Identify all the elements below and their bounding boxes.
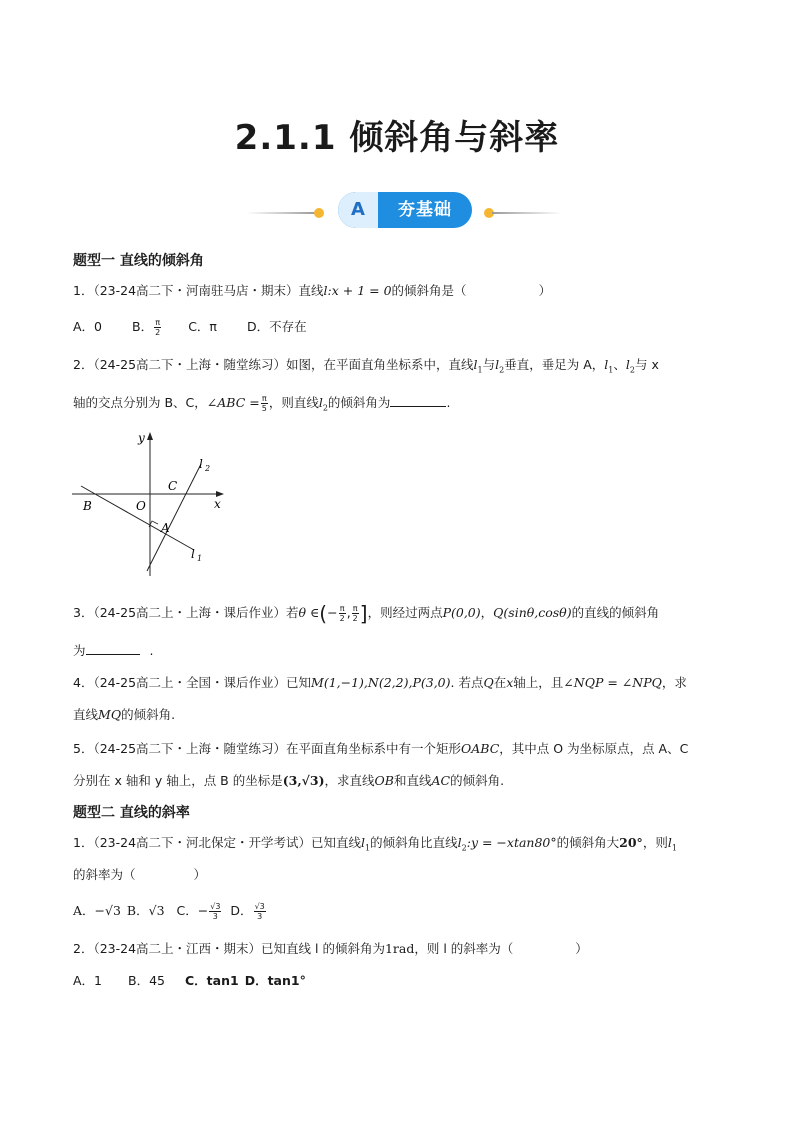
label-B: B xyxy=(83,499,92,513)
s2-q1-close: ） xyxy=(193,867,207,882)
s1-q4-mid3: 轴上，且 xyxy=(513,675,564,690)
s2-q1-l1b: l xyxy=(667,835,672,850)
s2-q1-opt-c: C．− xyxy=(176,903,209,918)
s1-q2-angle: ∠ABC = xyxy=(206,395,260,410)
s1-q5-end: ，其中点 O 为坐标原点，点 A、C xyxy=(499,741,689,756)
s1-q2-l2b: l xyxy=(625,357,630,372)
s1-q3-bracket-right: ] xyxy=(359,601,368,626)
label-O: O xyxy=(136,499,146,513)
s1-q5-and: 和直线 xyxy=(393,773,432,788)
s1-q2-l1b-sub: 1 xyxy=(608,365,614,375)
frac-den: 3 xyxy=(212,912,218,921)
frac-num: √3 xyxy=(254,902,265,911)
frac-num: π xyxy=(352,604,358,613)
s1-q1-opt-a: A．0 xyxy=(73,319,103,334)
s1-q5-coord: (3,√3) xyxy=(282,773,325,788)
s1-q3-frac1 xyxy=(339,604,346,623)
s1-q1-opt-c: C．π xyxy=(188,319,217,334)
s1-q3-mid: ，则经过两点 xyxy=(367,605,443,620)
line-l1 xyxy=(81,486,194,550)
s1-q5-line2 xyxy=(73,772,504,790)
s1-q5-line2-suffix: 的倾斜角. xyxy=(450,773,505,788)
s2-q2-suffix: ，则 l 的斜率为（ xyxy=(414,941,514,956)
s1-q2-line2 xyxy=(73,394,450,418)
coordinate-figure xyxy=(68,428,238,580)
label-C: C xyxy=(168,479,178,493)
s1-q3-period: . xyxy=(149,643,154,658)
s1-q4-Q: Q xyxy=(483,675,494,690)
frac-den: 5 xyxy=(261,404,267,413)
s1-q2-prefix: 2．（24-25高二下・上海・随堂练习）如图，在平面直角坐标系中，直线 xyxy=(73,357,474,372)
s1-q1-stem xyxy=(73,282,551,300)
s1-q1-math: l:x + 1 = 0 xyxy=(323,283,392,298)
s2-q1-line2-text: 的斜率为（ xyxy=(73,867,136,882)
s1-q3-prefix: 3．（24-25高二上・上海・课后作业）若 xyxy=(73,605,299,620)
s1-q3-line2 xyxy=(73,642,154,660)
s2-q1-l2: l xyxy=(457,835,462,850)
s1-q2-l2c: l xyxy=(318,395,323,410)
s1-q5-prefix: 5．（24-25高二下・上海・随堂练习）在平面直角坐标系中有一个矩形 xyxy=(73,741,462,756)
s1-q4-line2 xyxy=(73,706,175,724)
section2-heading: 题型二 直线的斜率 xyxy=(73,805,190,821)
s2-q1-options xyxy=(73,902,267,921)
s1-q1-opt-b-frac xyxy=(154,318,161,337)
s1-q4-line2-suffix: 的倾斜角. xyxy=(121,707,176,722)
s1-q4-mid: . 若点 xyxy=(450,675,484,690)
s1-q2-frac xyxy=(261,394,268,413)
s2-q1-opt-a: A．−√3 xyxy=(73,903,121,918)
s1-q3-comma: ， xyxy=(480,605,494,620)
s1-q5-line1 xyxy=(73,740,688,758)
s1-q4-line1 xyxy=(73,674,687,692)
s1-q2-end: 与 x xyxy=(634,357,659,372)
s2-q1-line1 xyxy=(73,834,677,858)
label-l2: l xyxy=(199,457,203,471)
s1-q5-OABC: OABC xyxy=(461,741,500,756)
label-l2-sub: 2 xyxy=(205,464,211,473)
frac-den: 2 xyxy=(339,614,345,623)
s2-q1-opt-b: B．√3 xyxy=(126,903,165,918)
s1-q4-line2-prefix: 直线 xyxy=(73,707,99,722)
label-l1-sub: 1 xyxy=(197,554,203,563)
s1-q5-AC: AC xyxy=(431,773,451,788)
s1-q2-l2-sub: 2 xyxy=(499,365,505,375)
s1-q3-theta: θ ∈ xyxy=(298,605,320,620)
s1-q5-line2-prefix: 分别在 x 轴和 y 轴上，点 B 的坐标是 xyxy=(73,773,283,788)
banner-line-right xyxy=(492,212,562,214)
s2-q2-stem xyxy=(73,940,588,958)
frac-den: 3 xyxy=(257,912,263,921)
label-y: y xyxy=(138,431,145,445)
banner-dot-left xyxy=(314,208,324,218)
label-A: A xyxy=(161,521,170,535)
s1-q2-l1-sub: 1 xyxy=(477,365,483,375)
s2-q1-line2 xyxy=(73,866,206,884)
s1-q4-x: x xyxy=(506,675,514,690)
s2-q2-opt-d: D．tan1° xyxy=(244,973,306,988)
label-l1: l xyxy=(191,547,195,561)
s1-q2-answer-blank[interactable] xyxy=(390,406,446,407)
s1-q2-line2-prefix: 轴的交点分别为 B、C， xyxy=(73,395,207,410)
s1-q4-points: M(1,−1),N(2,2),P(3,0) xyxy=(311,675,451,690)
banner-pill xyxy=(338,192,472,228)
section-banner xyxy=(0,192,794,232)
s1-q3-line2-text: 为 xyxy=(73,643,86,658)
page-title: 2.1.1 倾斜角与斜率 xyxy=(234,118,560,158)
s2-q1-l1b-sub: 1 xyxy=(671,843,677,853)
s1-q2-line2-end: 的倾斜角为 xyxy=(327,395,391,410)
s2-q1-end: ，则 xyxy=(642,835,668,850)
frac-den: 2 xyxy=(352,614,358,623)
y-axis-arrow xyxy=(147,432,153,440)
s1-q2-with: 与 xyxy=(482,357,496,372)
frac-den: 2 xyxy=(155,328,161,337)
s2-q2-opt-c: C．tan1 xyxy=(185,973,239,988)
banner-label: 夯基础 xyxy=(398,200,452,220)
banner-letter: A xyxy=(338,192,378,228)
s2-q2-rad: 1rad xyxy=(384,941,415,956)
s1-q2-period: . xyxy=(446,395,451,410)
s1-q1-opt-b: B． xyxy=(132,319,154,334)
s2-q1-eq: :y = −xtan80° xyxy=(466,835,557,850)
s2-q1-prefix: 1．（23-24高二下・河北保定・开学考试）已知直线 xyxy=(73,835,362,850)
s1-q5-line2-mid: ，求直线 xyxy=(324,773,375,788)
s2-q1-mid: 的倾斜角比直线 xyxy=(370,835,458,850)
s1-q2-l1: l xyxy=(473,357,478,372)
section1-heading: 题型一 直线的倾斜角 xyxy=(73,253,204,269)
banner-line-left xyxy=(246,212,316,214)
s1-q4-MQ: MQ xyxy=(98,707,122,722)
s2-q2-close: ） xyxy=(575,941,588,956)
s1-q3-line1: 3．（24-25高二上・上海・课后作业）若θ ∈(− $\frac{\pi}{2}$ , $\frac{\pi}{2}$ ]，则经过两点P(0,0)，Q(sinθ,cosθ)的直线的倾斜角 xyxy=(73,601,660,626)
s1-q3-P: P(0,0) xyxy=(442,605,481,620)
s2-q1-opt-c-frac xyxy=(209,902,221,921)
s1-q3-answer-blank[interactable] xyxy=(86,654,140,655)
s2-q2-options xyxy=(73,972,306,990)
s2-q1-opt-d: D． xyxy=(230,903,253,918)
s1-q4-mid2: 在 xyxy=(493,675,507,690)
s1-q3-Q: Q(sinθ,cosθ) xyxy=(493,605,572,620)
s2-q1-mid2: 的倾斜角大 xyxy=(556,835,620,850)
s2-q1-l1: l xyxy=(361,835,366,850)
s2-q2-prefix: 2．（23-24高二上・江西・期末）已知直线 l 的倾斜角为 xyxy=(73,941,385,956)
s1-q3-suffix: 的直线的倾斜角 xyxy=(571,605,660,620)
s1-q2-l1b: l xyxy=(604,357,609,372)
s2-q1-deg: 20° xyxy=(619,835,643,850)
frac-num: π xyxy=(339,604,345,613)
s2-q2-opt-b: B．45 xyxy=(128,973,165,988)
s1-q4-cond: ∠NQP = ∠NPQ xyxy=(563,675,662,690)
s1-q1-suffix: 的倾斜角是（ xyxy=(391,283,467,298)
s2-q1-opt-d-frac xyxy=(254,902,266,921)
s1-q2-l2: l xyxy=(495,357,500,372)
s1-q4-prefix: 4．（24-25高二上・全国・课后作业）已知 xyxy=(73,675,312,690)
s1-q1-opt-d: D．不存在 xyxy=(246,319,307,334)
s2-q2-opt-a: A．1 xyxy=(73,973,103,988)
s1-q3-bracket-left: ( xyxy=(319,601,328,626)
s2-q1-l2-sub: 2 xyxy=(461,843,467,853)
s1-q2-l2b-sub: 2 xyxy=(629,365,635,375)
s1-q4-end: ，求 xyxy=(661,675,687,690)
s1-q1-prefix: 1．（23-24高二下・河南驻马店・期末）直线 xyxy=(73,283,324,298)
s1-q2-line2-suffix: ，则直线 xyxy=(268,395,319,410)
frac-num: π xyxy=(155,318,161,327)
s1-q1-close: ） xyxy=(538,283,552,298)
s1-q5-OB: OB xyxy=(374,773,394,788)
frac-num: π xyxy=(261,394,267,403)
s1-q2-line1: 2．（24-25高二下・上海・随堂练习）如图，在平面直角坐标系中，直线$l_1$与$l_2$垂直，垂足为 A，$l_1$、$l_2$与 x xyxy=(73,357,659,375)
frac-num: √3 xyxy=(210,902,221,911)
s1-q3-frac2 xyxy=(352,604,359,623)
s1-q2-l2c-sub: 2 xyxy=(322,403,328,413)
s1-q2-mid: 垂直，垂足为 A， xyxy=(504,357,605,372)
s1-q1-options xyxy=(73,318,307,337)
s2-q1-l1-sub: 1 xyxy=(365,843,371,853)
label-x: x xyxy=(214,497,221,511)
